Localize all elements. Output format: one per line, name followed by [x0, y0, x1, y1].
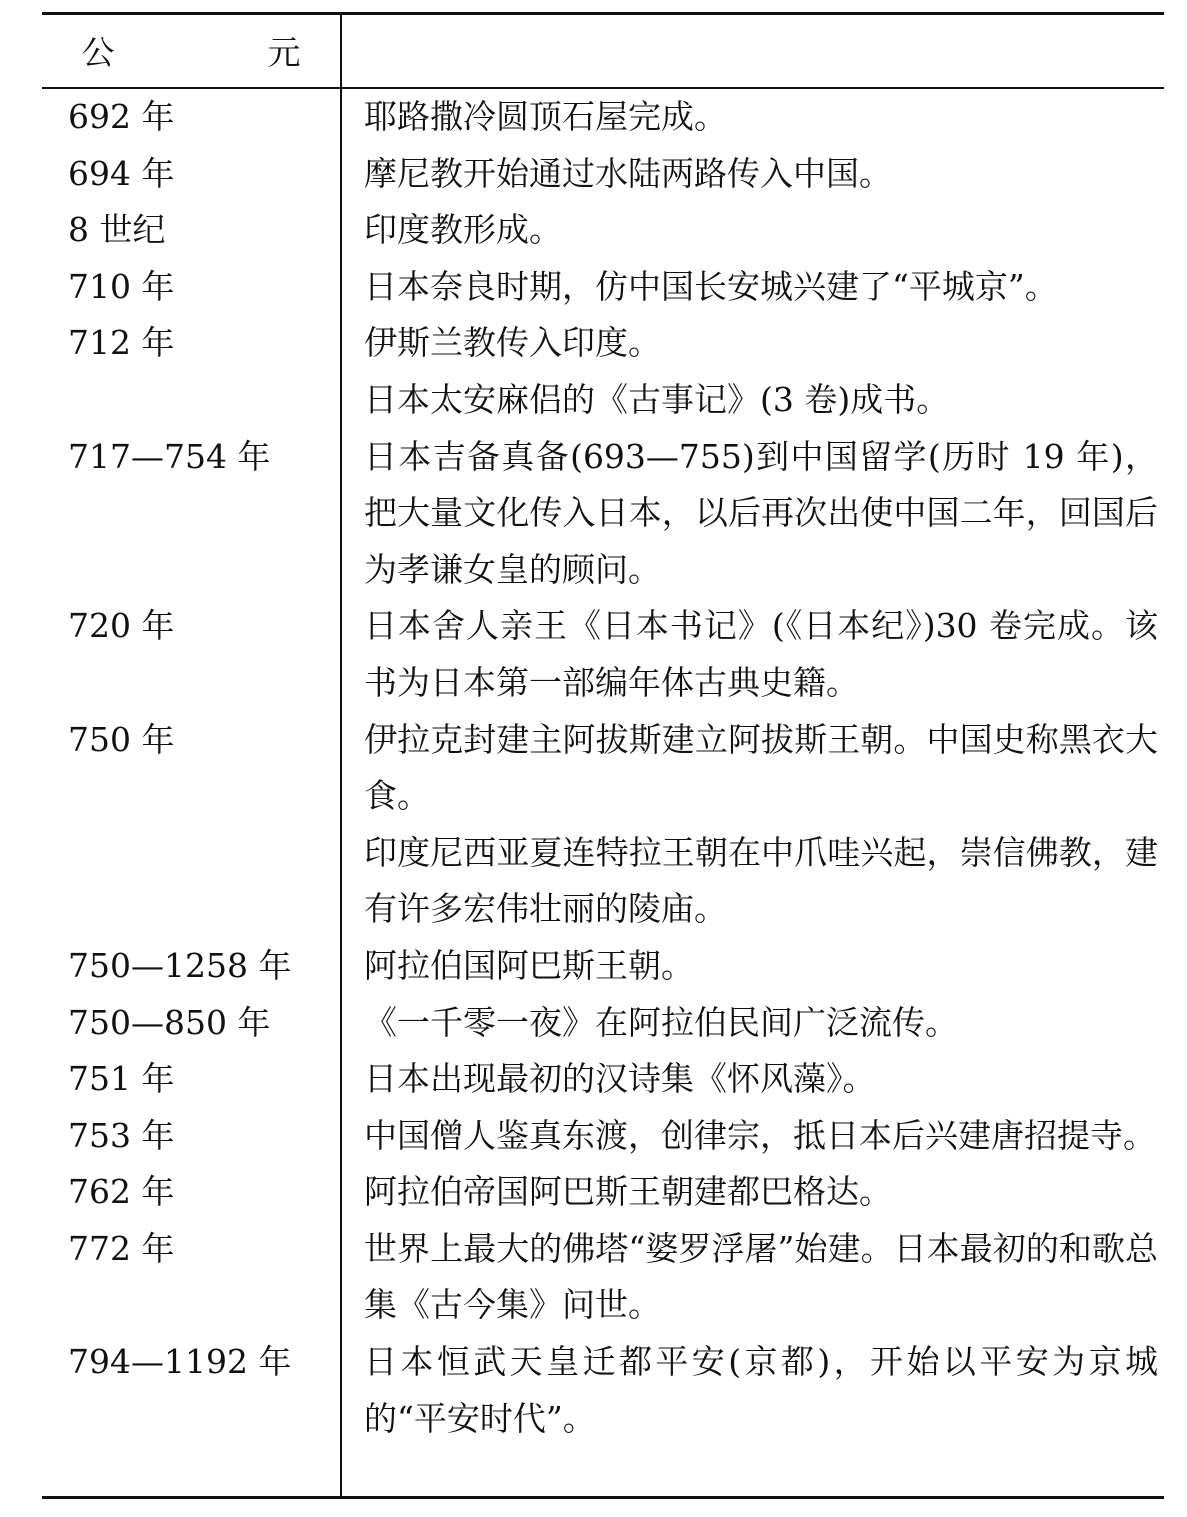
- table-row: [42, 1051, 1164, 1108]
- table-row: [42, 1334, 1164, 1447]
- row-event: 伊斯兰教传入印度。: [364, 323, 661, 363]
- row-event: 日本奈良时期，仿中国长安城兴建了“平城京”。: [364, 266, 1058, 306]
- row-year: [42, 825, 340, 938]
- table-row: [42, 995, 1164, 1052]
- row-year: 750—850 年: [68, 1002, 271, 1042]
- table-row: [42, 429, 1164, 599]
- row-event: 日本恒武天皇迁都平安(京都)，开始以平安为京城的“平安时代”。: [364, 1342, 1158, 1438]
- year-column-header: [42, 14, 361, 87]
- row-event: 《一千零一夜》在阿拉伯民间广泛流传。: [364, 1002, 958, 1042]
- row-event: 日本太安麻侣的《古事记》(3 卷)成书。: [364, 379, 950, 419]
- row-event: 阿拉伯帝国阿巴斯王朝建都巴格达。: [364, 1172, 892, 1212]
- table-row: [42, 259, 1164, 316]
- row-year: 710 年: [68, 266, 175, 306]
- table-body: [42, 89, 1164, 1447]
- table-row: [42, 712, 1164, 825]
- table-row: [42, 1108, 1164, 1165]
- row-year: 762 年: [68, 1172, 175, 1212]
- table-row: [42, 372, 1164, 429]
- row-year: 772 年: [68, 1228, 175, 1268]
- table-row: [42, 825, 1164, 938]
- row-event: 日本吉备真备(693—755)到中国留学(历时 19 年)，把大量文化传入日本，以后再次出使中国二年，回国后为孝谦女皇的顾问。: [364, 436, 1158, 589]
- table-bottom-rule: [42, 1496, 1164, 1499]
- table-row: [42, 146, 1164, 203]
- row-event: 伊拉克封建主阿拔斯建立阿拔斯王朝。中国史称黑衣大食。: [364, 719, 1158, 816]
- row-year: 717—754 年: [68, 436, 271, 476]
- row-event: 印度教形成。: [364, 210, 562, 250]
- row-event: 日本出现最初的汉诗集《怀风藻》。: [364, 1059, 876, 1099]
- row-year: 794—1192 年: [68, 1342, 292, 1382]
- row-year: 750 年: [68, 719, 175, 759]
- year-column-header-label: 公 元: [81, 33, 361, 72]
- row-event: 阿拉伯国阿巴斯王朝。: [364, 945, 694, 985]
- row-year: 753 年: [68, 1115, 175, 1155]
- row-year: 694 年: [68, 153, 175, 193]
- row-year: 720 年: [68, 606, 175, 646]
- row-event: 耶路撒冷圆顶石屋完成。: [364, 97, 727, 136]
- row-event: 中国僧人鉴真东渡，创律宗，抵日本后兴建唐招提寺。: [364, 1115, 1156, 1155]
- row-year: 692 年: [68, 97, 175, 136]
- table-row: [42, 938, 1164, 995]
- row-event: 世界上最大的佛塔“婆罗浮屠”始建。日本最初的和歌总集《古今集》问世。: [364, 1228, 1158, 1325]
- table-row: [42, 1164, 1164, 1221]
- row-year: 750—1258 年: [68, 945, 292, 985]
- row-event: 日本舍人亲王《日本书记》(《日本纪》)30 卷完成。该书为日本第一部编年体古典史籍。: [364, 606, 1158, 702]
- row-year: 8 世纪: [68, 210, 166, 250]
- row-event: 印度尼西亚夏连特拉王朝在中爪哇兴起，崇信佛教，建有许多宏伟壮丽的陵庙。: [364, 832, 1158, 929]
- table-row: [42, 598, 1164, 711]
- row-year: 751 年: [68, 1059, 175, 1099]
- table-row: [42, 315, 1164, 372]
- table-row: [42, 89, 1164, 146]
- row-year: [42, 372, 340, 429]
- row-year: 712 年: [68, 323, 175, 363]
- table-row: [42, 1221, 1164, 1334]
- row-event: 摩尼教开始通过水陆两路传入中国。: [364, 153, 892, 193]
- table-row: [42, 202, 1164, 259]
